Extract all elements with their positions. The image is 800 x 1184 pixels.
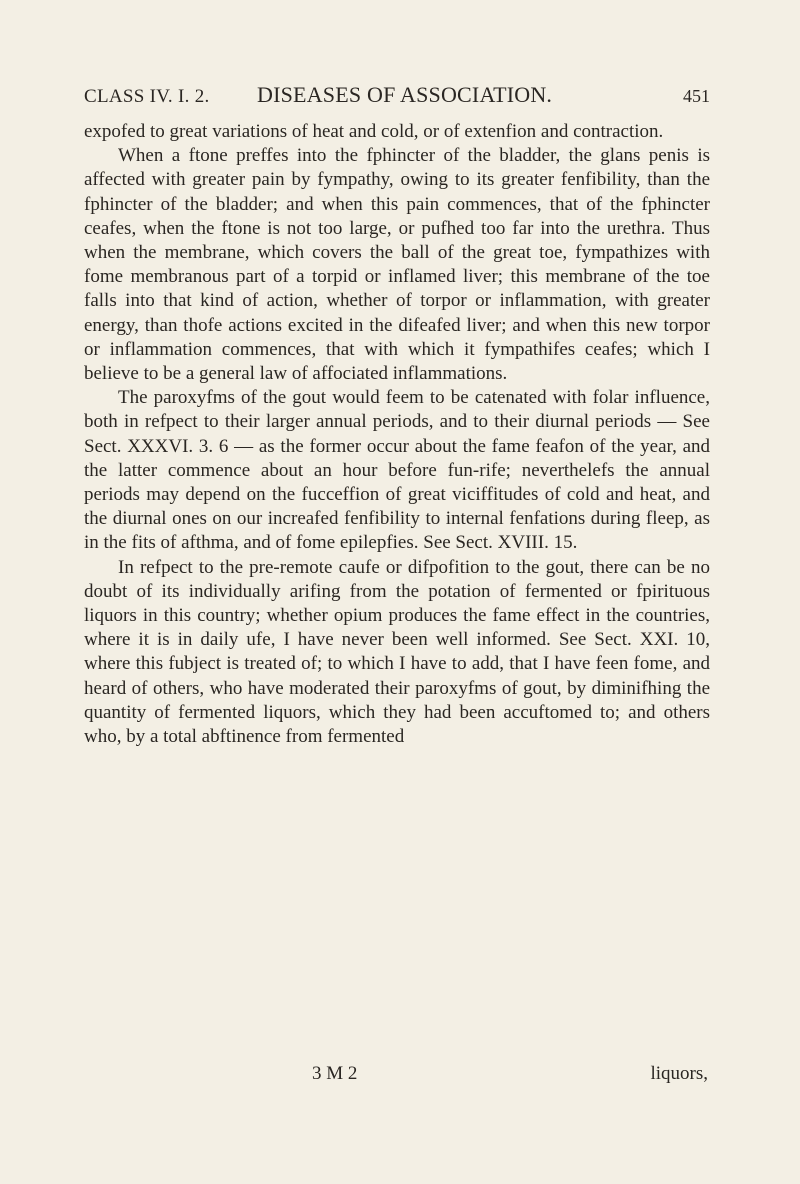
page-footer [84,1063,710,1091]
running-title: DISEASES OF ASSOCIATION. [257,82,553,107]
signature-mark: 3 M 2 [312,1063,358,1084]
paragraph-continuation: expofed to great variations of heat and cold, or of extenfion and contraction. [84,121,664,142]
paragraph-sphincter: When a ftone preffes into the fphincter of the bladder, the glans penis is affected with greater pain by fympathy, owing to its greater fenfibility, than the fphincter of the bladder; and when this pain commences, that of the fphincter ceafes, when the ftone is not too large, or pufhed too far into the urethra. Thus when the membrane, which covers the ball of the great toe, fympathizes with fome membranous part of a torpid or inflamed liver; this membrane of the toe falls into that kind of action, whether of torpor or inflammation, with greater energy, than thofe actions excited in the difeafed liver; and when this new torpor or inflammation commences, that with which it fympathifes ceafes; which I believe to be a general law of affociated inflammations. [84,145,710,385]
class-reference: CLASS IV. I. 2. [84,86,210,107]
page-number: 451 [683,86,710,106]
running-header [84,80,710,116]
paragraph-paroxysms: The paroxyfms of the gout would feem to be catenated with folar influence, both in refpect to their larger annual periods, and to their diurnal periods — See Sect. XXXVI. 3. 6 — as the former occur about the fame feafon of the year, and the latter commence about an hour before fun-rife; neverthelefs the annual periods may depend on the fucceffion of great viciffitudes of cold and heat, and the diurnal ones on our increafed fenfibility to internal fenfations during fleep, as in the fits of afthma, and of fome epilepfies. See Sect. XVIII. 15. [84,387,710,554]
catchword: liquors, [650,1063,708,1084]
paragraph-pre-remote-cause: In refpect to the pre-remote caufe or difpofition to the gout, there can be no doubt of its individually arifing from the potation of fermented or fpirituous liquors in this country; whether opium produces the fame effect in the countries, where it is in daily ufe, I have never been well informed. See Sect. XXI. 10, where this fubject is treated of; to which I have to add, that I have feen fome, and heard of others, who have moderated their paroxyfms of gout, by diminifhing the quantity of fermented liquors, which they had been accuftomed to; and others who, by a total abftinence from fermented [84,556,710,748]
body-text [84,120,710,749]
